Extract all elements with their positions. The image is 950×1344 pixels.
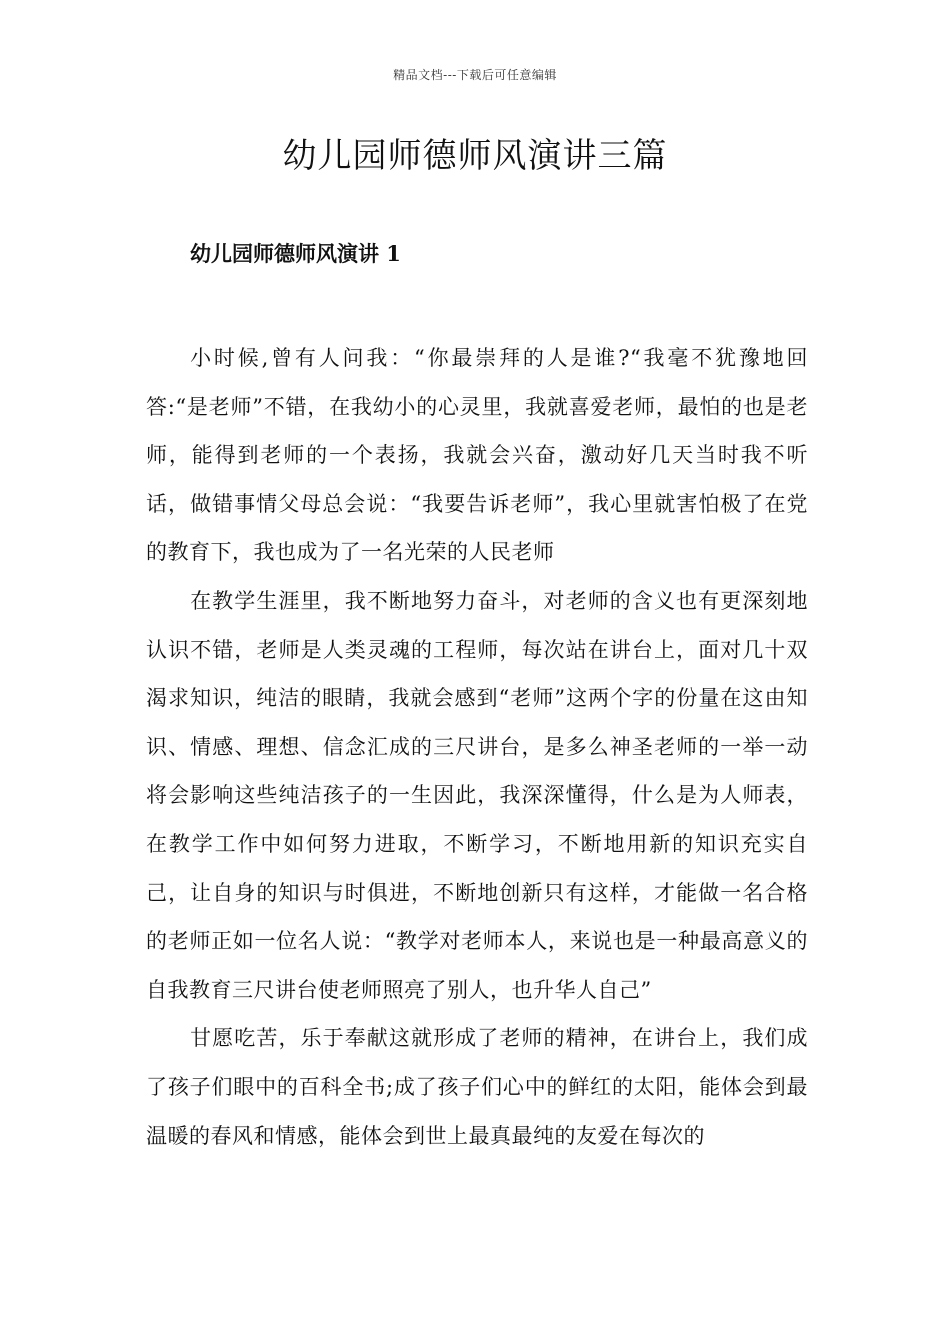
document-title: 幼儿园师德师风演讲三篇 xyxy=(282,136,668,176)
document-body xyxy=(146,334,808,1160)
section-heading: 幼儿园师德师风演讲 1 xyxy=(190,241,401,266)
paragraph: 甘愿吃苦，乐于奉献这就形成了老师的精神，在讲台上，我们成了孩子们眼中的百科全书;成了孩子们心中的鲜红的太阳，能体会到最温暖的春风和情感，能体会到世上最真最纯的友爱在每次的 xyxy=(146,1026,808,1148)
paragraph: 在教学生涯里，我不断地努力奋斗，对老师的含义也有更深刻地认识不错，老师是人类灵魂的工程师，每次站在讲台上，面对几十双渴求知识，纯洁的眼睛，我就会感到“老师”这两个字的份量在这由知识、情感、理想、信念汇成的三尺讲台，是多么神圣老师的一举一动将会影响这些纯洁孩子的一生因此，我深深懂得，什么是为人师表，在教学工作中如何努力进取，不断学习，不断地用新的知识充实自己，让自身的知识与时俱进，不断地创新只有这样，才能做一名合格的老师正如一位名人说：“教学对老师本人，来说也是一种最高意义的自我教育三尺讲台使老师照亮了别人，也升华人自己” xyxy=(146,588,808,1002)
header-note: 精品文档---下载后可任意编辑 xyxy=(393,68,557,82)
paragraph: 小时候,曾有人问我：“你最崇拜的人是谁?“我毫不犹豫地回答:“是老师”不错，在我幼小的心灵里，我就喜爱老师，最怕的也是老师，能得到老师的一个表扬，我就会兴奋，激动好几天当时我不听话，做错事情父母总会说：“我要告诉老师”，我心里就害怕极了在党的教育下，我也成为了一名光荣的人民老师 xyxy=(146,346,808,565)
